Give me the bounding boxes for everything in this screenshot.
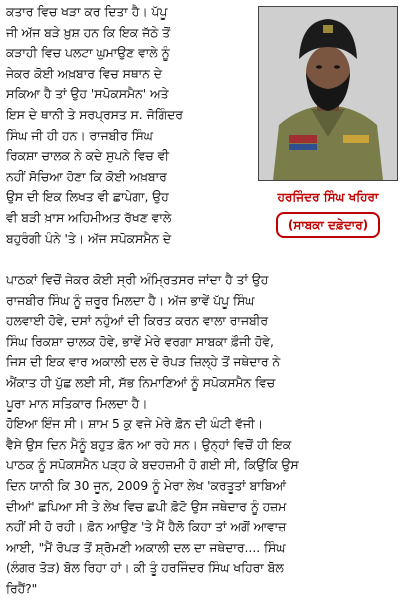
article-line: ਦਿਨ ਯਾਨੀ ਕਿ 30 ਜੂਨ, 2009 ਨੂੰ ਮੇਰਾ ਲੇਖ 'ਕਰਤੂਤਾਂ ਬਾਬਿਆਂ xyxy=(6,478,286,493)
article-line: ਰਿਹੈਂ?" xyxy=(6,581,38,596)
article-line: ਹੋਇਆ ਇੰਜ ਸੀ। ਸ਼ਾਮ 5 ਕੁ ਵਜੇ ਮੇਰੇ ਫ਼ੋਨ ਦੀ ਘੰਟੀ ਵੱਜੀ। xyxy=(6,417,264,432)
article-line: ਬਹੁਰੰਗੀ ਪੰਨੇ 'ਤੇ। ਅੱਜ ਸਪੋਕਸਮੈਨ ਦੇ xyxy=(6,231,172,246)
article-line: ਜਿਸ ਦੀ ਇਕ ਵਾਰ ਅਕਾਲੀ ਦਲ ਦੇ ਰੋਪੜ ਜ਼ਿਲ੍ਹੇ ਤੋਂ ਜਥੇਦਾਰ ਨੇ xyxy=(6,355,281,370)
caption-name: ਹਰਜਿੰਦਰ ਸਿੰਘ ਖਹਿਰਾ xyxy=(277,190,379,204)
article-line: ਐਂਕਾਤ ਹੀ ਪੁੱਛ ਲਈ ਸੀ, ਸੱਭ ਨਿਮਾਣਿਆਂ ਨੂੰ ਸਪੋਕਸਮੈਨ ਵਿਚ xyxy=(6,375,276,390)
article-column-lower xyxy=(6,270,398,600)
article-line: ਦੀਆਂ' ਛਪਿਆ ਸੀ ਤੇ ਲੇਖ ਵਿਚ ਛਪੀ ਫ਼ੋਟੋ ਉਸ ਜਥੇਦਾਰ ਨੂੰ ਹਜ਼ਮ xyxy=(6,499,287,514)
article-line: ਕਤਾਰ ਵਿਚ ਖੜਾ ਕਰ ਦਿਤਾ ਹੈ। ਪੱਪੂ xyxy=(6,5,168,19)
article-line: ਸਕਿਆ ਹੈ ਤਾਂ ਉਹ 'ਸਪੋਕਸਮੈਨ' ਅਤੇ xyxy=(6,87,169,102)
caption-title-badge: (ਸਾਬਕਾ ਦਫ਼ੇਦਾਰ) xyxy=(276,212,380,238)
article-line: ਇਸ ਦੇ ਥਾਨੀ ਤੇ ਸਰਪ੍ਰਸਤ ਸ. ਜੋਗਿੰਦਰ xyxy=(6,107,183,122)
article-line: ਨਹੀਂ ਸੋਚਿਆ ਹੋਣਾ ਕਿ ਕੋਈ ਅਖ਼ਬਾਰ xyxy=(6,169,167,184)
article-line: ਪਾਠਕਾਂ ਵਿਚੋਂ ਜੇਕਰ ਕੋਈ ਸ੍ਰੀ ਅੰਮ੍ਰਿਤਸਰ ਜਾਂਦਾ ਹੈ ਤਾਂ ਉਹ xyxy=(6,273,269,287)
article-line: ਪੂਰਾ ਮਾਨ ਸਤਿਕਾਰ ਮਿਲਦਾ ਹੈ। xyxy=(6,396,148,411)
article-line: ਸਿੰਘ ਰਿਕਸ਼ਾ ਚਾਲਕ ਹੋਵੇ, ਭਾਵੇਂ ਮੇਰੇ ਵਰਗਾ ਸਾਬਕਾ ਫ਼ੌਜੀ ਹੋਵੇ, xyxy=(6,334,274,349)
soldier-portrait-icon xyxy=(259,7,397,180)
photo-caption xyxy=(258,188,398,238)
article-line: (ਲੰਗਰ ਤੋੜ) ਬੋਲ ਰਿਹਾ ਹਾਂ। ਕੀ ਤੂੰ ਹਰਜਿੰਦਰ ਸਿੰਘ ਖਹਿਰਾ ਬੋਲ xyxy=(6,561,284,576)
article-line: ਵੀ ਬੜੀ ਖ਼ਾਸ ਅਹਿਮੀਅਤ ਰੱਖਣ ਵਾਲੇ xyxy=(6,210,172,225)
article-line: ਜੇਕਰ ਕੋਈ ਅਖ਼ਬਾਰ ਵਿਚ ਸਥਾਨ ਦੇ xyxy=(6,66,162,81)
article-line: ਨਹੀਂ ਸੀ ਹੋ ਰਹੀ। ਫ਼ੋਨ ਆਉਣ 'ਤੇ ਮੈਂ ਹੈਲੋ ਕਿਹਾ ਤਾਂ ਅਗੋਂ ਆਵਾਜ਼ xyxy=(6,520,287,535)
article-line: ਰਾਜਬੀਰ ਸਿੰਘ ਨੂੰ ਜ਼ਰੂਰ ਮਿਲਦਾ ਹੈ। ਅੱਜ ਭਾਵੇਂ ਪੱਪੂ ਸਿੰਘ xyxy=(6,293,255,308)
article-line: ਵੈਸੇ ਉਸ ਦਿਨ ਮੈਨੂੰ ਬਹੁਤ ਫ਼ੋਨ ਆ ਰਹੇ ਸਨ। ਉਨ੍ਹਾਂ ਵਿਚੋਂ ਹੀ ਇਕ xyxy=(6,437,292,452)
article-line: ਹਲਵਾਈ ਹੋਵੇ, ਦਸਾਂ ਨਹੁੰਆਂ ਦੀ ਕਿਰਤ ਕਰਨ ਵਾਲਾ ਰਾਜਬੀਰ xyxy=(6,314,268,329)
article-line: ਸਿੰਘ ਜੀ ਹੀ ਹਨ। ਰਾਜਬੀਰ ਸਿੰਘ xyxy=(6,128,153,143)
article-column-upper xyxy=(6,2,250,249)
article-line: ਆਈ, "ਮੈਂ ਰੋਪੜ ਤੋਂ ਸ਼੍ਰੋਮਣੀ ਅਕਾਲੀ ਦਲ ਦਾ ਜਥੇਦਾਰ.... ਸਿੰਘ xyxy=(6,540,286,555)
article-line: ਰਿਕਸ਼ਾ ਚਾਲਕ ਨੇ ਕਦੇ ਸੁਪਨੇ ਵਿਚ ਵੀ xyxy=(6,149,169,164)
article-line: ਉਸ ਦੀ ਇਕ ਲਿਖਤ ਵੀ ਛਾਪੇਗਾ, ਉਹ xyxy=(6,190,169,205)
author-photo xyxy=(258,6,398,181)
article-line: ਪਾਠਕ ਨੂੰ ਸਪੋਕਸਮੈਨ ਪੜ੍ਹ ਕੇ ਬਦਹਜ਼ਮੀ ਹੋ ਗਈ ਸੀ, ਕਿਉਂਕਿ ਉਸ xyxy=(6,458,299,473)
article-line: ਜੀ ਅੱਜ ਬੜੇ ਖ਼ੁਸ਼ ਹਨ ਕਿ ਇਕ ਜੱਠੇ ਤੋਂ xyxy=(6,25,170,40)
article-line: ਕੜਾਹੀ ਵਿਚ ਪਲਟਾ ਘੁਮਾਉਣ ਵਾਲੇ ਨੂੰ xyxy=(6,46,170,61)
